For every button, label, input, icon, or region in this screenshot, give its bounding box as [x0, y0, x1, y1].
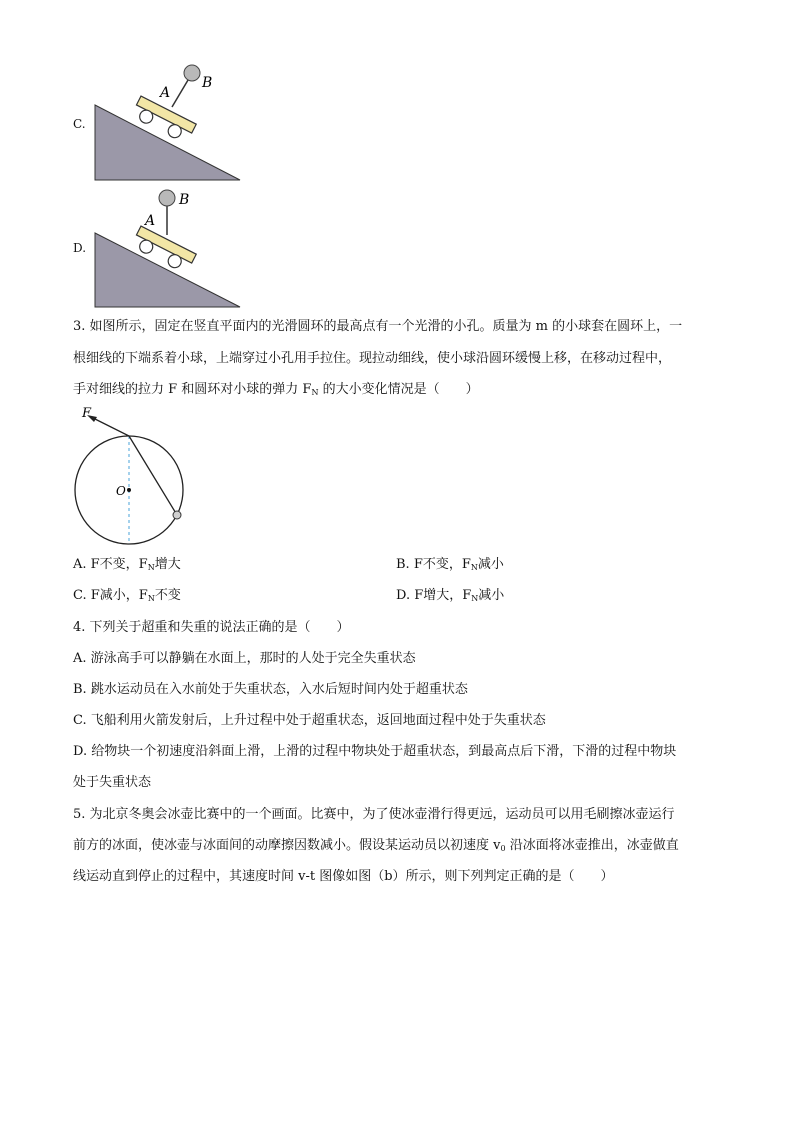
q3-option-c: C. F减小，$F_N$不变 [73, 588, 181, 603]
center-point [127, 488, 131, 492]
q5-line-2: 前方的冰面，使冰壶与冰面间的动摩擦因数减小。假设某运动员以初速度 $v_0$ 沿冰面将冰壶推出，冰壶做直 [73, 838, 679, 853]
label-a-d: A [145, 213, 156, 229]
force-line [91, 417, 129, 436]
q4-option-a: A. 游泳高手可以静躺在水面上，那时的人处于完全失重状态 [73, 651, 416, 666]
force-label: F [82, 406, 92, 421]
q5-line-1: 5. 为北京冬奥会冰壶比赛中的一个画面。比赛中，为了使冰壶滑行得更远，运动员可以用毛刷擦冰壶运行 [73, 807, 675, 822]
q3-option-d: D. F增大，$F_N$减小 [396, 588, 505, 603]
ball-d [159, 190, 175, 206]
ring-figure [70, 405, 200, 545]
q4-option-d-cont: 处于失重状态 [73, 775, 152, 790]
q3-line-1: 3. 如图所示，固定在竖直平面内的光滑圆环的最高点有一个光滑的小孔。质量为 m 的小球套在圆环上，一 [73, 319, 683, 334]
q5-line-3: 线运动直到停止的过程中，其速度时间 v-t 图像如图（b）所示，则下列判定正确的是（ ） [73, 869, 614, 884]
q4-option-c: C. 飞船利用火箭发射后，上升过程中处于超重状态，返回地面过程中处于失重状态 [73, 713, 546, 728]
q3-option-b: B. F不变，$F_N$减小 [396, 557, 504, 572]
label-a-c: A [160, 85, 171, 101]
q3-option-a: A. F不变，$F_N$增大 [73, 557, 181, 572]
option-c-label: C. [73, 117, 86, 131]
q4-option-d: D. 给物块一个初速度沿斜面上滑，上滑的过程中物块处于超重状态，到最高点后下滑，下滑的过程中物块 [73, 744, 677, 759]
label-b-c: B [202, 75, 213, 91]
option-d-label: D. [73, 241, 87, 255]
ball-c [184, 65, 200, 81]
small-ball [173, 511, 181, 519]
option-c-figure [90, 60, 250, 185]
option-d-figure [90, 185, 250, 310]
label-b-d: B [179, 192, 190, 208]
center-label: O [116, 484, 126, 498]
q3-line-2: 根细线的下端系着小球，上端穿过小孔用手拉住。现拉动细线，使小球沿圆环缓慢上移，在移动过程中， [73, 351, 672, 366]
string [129, 436, 177, 515]
q4-stem: 4. 下列关于超重和失重的说法正确的是（ ） [73, 620, 350, 635]
q4-option-b: B. 跳水运动员在入水前处于失重状态，入水后短时间内处于超重状态 [73, 682, 468, 697]
q3-line-3: 手对细线的拉力 F 和圆环对小球的弹力 $F_N$ 的大小变化情况是（ ） [73, 382, 479, 397]
